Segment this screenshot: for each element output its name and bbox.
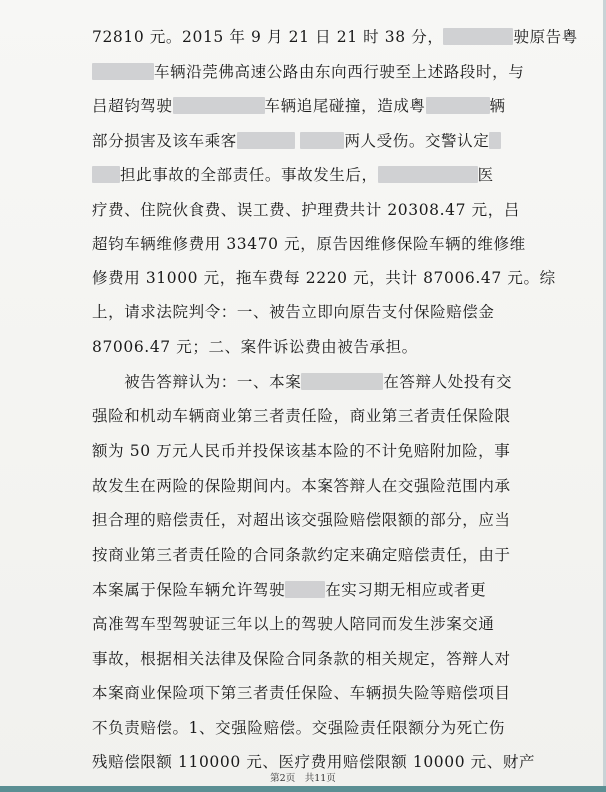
text-segment: 在答辩人处投有交: [383, 373, 513, 391]
text-line: [92, 684, 522, 703]
text-line: [92, 511, 522, 530]
text-line: [92, 546, 522, 565]
text-segment: 两人受伤。交警认定: [344, 132, 490, 150]
text-segment: 本案属于保险车辆允许驾驶: [92, 581, 286, 599]
page-footer: 第2页 共11页: [270, 773, 336, 784]
text-line: [92, 338, 522, 357]
text-segment: 事故，根据相关法律及保险合同条款的相关规定，答辩人对: [92, 650, 511, 668]
text-line: [92, 166, 522, 185]
text-line: [92, 650, 522, 669]
text-line: [92, 719, 522, 738]
text-segment: 辆: [489, 97, 506, 115]
redaction-block: [173, 97, 265, 114]
redaction-block: [285, 581, 325, 598]
text-segment: 故发生在两险的保险期间内。本案答辩人在交强险范围内承: [92, 477, 511, 495]
redaction-block: [489, 132, 501, 149]
redaction-block: [237, 132, 295, 149]
text-segment: 超钧车辆维修费用 33470 元，原告因维修保险车辆的维修维: [92, 235, 526, 253]
text-line: [92, 303, 522, 322]
text-segment: 吕超钧驾驶: [92, 97, 173, 115]
text-segment: 额为 50 万元人民币并投保该基本险的不计免赔附加险，事: [92, 442, 511, 460]
text-segment: 高准驾车型驾驶证三年以上的驾驶人陪同而发生涉案交通: [92, 615, 495, 633]
redaction-block: [443, 28, 513, 45]
redaction-block: [378, 166, 478, 183]
redaction-block: [92, 166, 120, 183]
text-segment: 本案商业保险项下第三者责任保险、车辆损失险等赔偿项目: [92, 684, 511, 702]
viewer-bottom-bar: [0, 786, 606, 792]
text-segment: 被告答辩认为：一、本案: [92, 373, 302, 391]
text-line: [92, 373, 522, 392]
text-line: [92, 581, 522, 600]
text-segment: 在实习期无相应或者更: [325, 581, 487, 599]
text-line: [92, 407, 522, 426]
redaction-block: [426, 97, 490, 114]
text-line: [92, 132, 522, 151]
redaction-block: [300, 132, 344, 149]
text-segment: 疗费、住院伙食费、误工费、护理费共计 20308.47 元，吕: [92, 201, 520, 219]
text-segment: 医: [477, 166, 494, 184]
text-line: [92, 269, 556, 288]
text-line: [92, 615, 522, 634]
text-segment: 残赔偿限额 110000 元、医疗费用赔偿限额 10000 元、财产: [92, 753, 536, 771]
text-segment: 车辆沿莞佛高速公路由东向西行驶至上述路段时，与: [154, 63, 525, 81]
redaction-block: [92, 63, 154, 80]
text-segment: 部分损害及该车乘客: [92, 132, 237, 150]
text-line: [92, 442, 522, 461]
text-segment: 驶原告粤: [513, 28, 578, 46]
text-segment: 担合理的赔偿责任，对超出该交强险赔偿限额的部分，应当: [92, 511, 511, 529]
text-line: [92, 477, 522, 496]
text-segment: 修费用 31000 元，拖车费每 2220 元，共计 87006.47 元。综: [92, 269, 556, 287]
text-line: [92, 97, 522, 116]
text-segment: 72810 元。2015 年 9 月 21 日 21 时 38 分，: [92, 28, 444, 46]
text-segment: 87006.47 元；二、案件诉讼费由被告承担。: [92, 338, 418, 356]
text-segment: 担此事故的全部责任。事故发生后，: [120, 166, 378, 184]
text-line: [92, 201, 522, 220]
text-line: [92, 28, 578, 47]
text-segment: 按商业第三者责任险的合同条款约定来确定赔偿责任，由于: [92, 546, 511, 564]
text-segment: 不负责赔偿。1、交强险赔偿。交强险责任限额分为死亡伤: [92, 719, 505, 737]
text-line: [92, 235, 526, 254]
text-segment: 强险和机动车辆商业第三者责任险，商业第三者责任保险限: [92, 407, 511, 425]
redaction-block: [301, 373, 383, 390]
text-line: [92, 63, 525, 82]
text-segment: 上，请求法院判令：一、被告立即向原告支付保险赔偿金: [92, 303, 495, 321]
text-segment: 车辆追尾碰撞，造成粤: [264, 97, 426, 115]
